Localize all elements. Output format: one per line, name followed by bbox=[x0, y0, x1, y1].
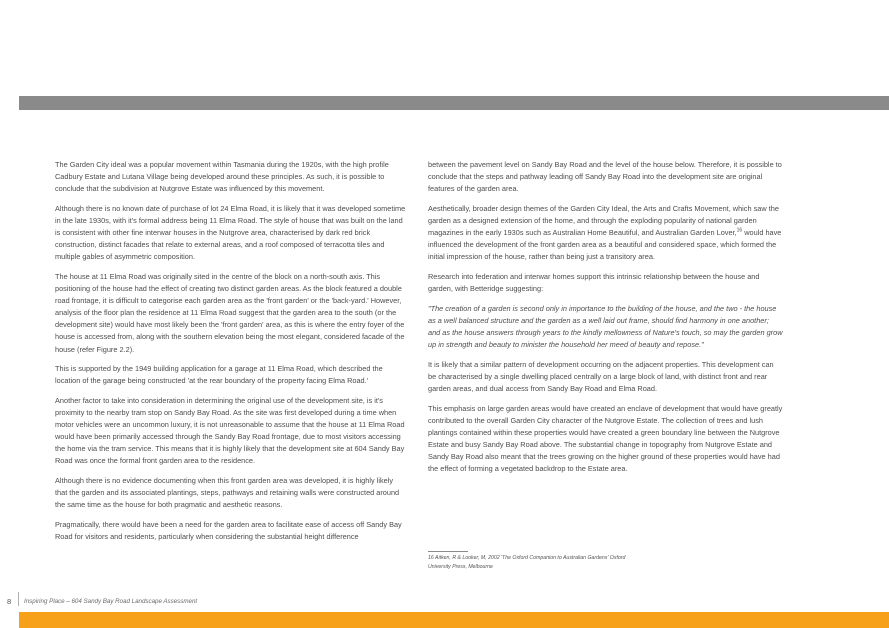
body-paragraph: This emphasis on large garden areas would have created an enclave of development that would have greatly contributed to the overall Garden City character of the Nutgrove Estate. The collection of trees and lush plantings contained within these properties would have created a green boundary line between the Nutgrove Estate and busy Sandy Bay Road above. The substantial change in topography from Nutgrove Estate and Sandy Bay Road also meant that the trees growing on the higher ground of these properties would have had the effect of forming a vegetated backdrop to the Estate area. bbox=[428, 403, 783, 474]
body-paragraph: Another factor to take into consideration in determining the original use of the development site, is it's proximity to the nearby tram stop on Sandy Bay Road. As the site was first developed during a time when motor vehicles were an uncommon luxury, it is not unreasonable to assume that the house at 11 Elma Road would have been primarily accessed through the Sandy Bay Road frontage, due to most visitors accessing the home via the tram service. This means that it is highly likely that the development site at 604 Sandy Bay Road was once the formal front garden area to the residence. bbox=[55, 395, 405, 466]
body-paragraph: Research into federation and interwar homes support this intrinsic relationship between the house and garden, with Betteridge suggesting: bbox=[428, 271, 760, 294]
body-paragraph: It is likely that a similar pattern of development occurring on the adjacent properties. This development can be characterised by a single dwelling placed centrally on a large block of land, with distinct front and rear garden areas, and dual access from Sandy Bay Road and Elma Road. bbox=[428, 359, 774, 393]
paragraph-text: Aesthetically, broader design themes of the Garden City Ideal, the Arts and Crafts Movement, which saw the garden as a designed extension of the home, and through the exploding popularity of national garden magazines in the early 1930s such as Australian Home Beautiful, and Australian Garden Lover, bbox=[428, 203, 779, 238]
right-text-column bbox=[428, 159, 783, 483]
footnote-line: University Press, Melbourne bbox=[428, 563, 493, 570]
footer-title: Inspiring Place – 604 Sandy Bay Road Landscape Assessment bbox=[24, 598, 198, 605]
page-number: 8 bbox=[7, 597, 12, 606]
paragraph-text: would have influenced the development of the front garden area as a beautiful and considered space, which formed the initial impression of the house, rather than being just a transitory area. bbox=[428, 228, 782, 262]
body-paragraph: Although there is no evidence documenting when this front garden area was developed, it is highly likely that the garden and its associated plantings, steps, pathways and retaining walls were constructed around the same time as the house for both pragmatic and aesthetic reasons. bbox=[55, 476, 400, 510]
body-paragraph: between the pavement level on Sandy Bay Road and the level of the house below. Therefore, it is possible to conclude that the steps and pathway leading off Sandy Bay Road into the development site are original features of the garden area. bbox=[428, 160, 782, 194]
footnote-reference: 16 bbox=[736, 227, 743, 234]
footer-band bbox=[19, 612, 889, 628]
body-paragraph: This is supported by the 1949 building application for a garage at 11 Elma Road, which described the location of the garage being constructed 'at the rear boundary of the property facing Elma Road.' bbox=[55, 364, 383, 386]
left-text-column bbox=[55, 159, 407, 551]
block-quote: "The creation of a garden is second only in importance to the building of the house, and the two - the house as a well balanced structure and the garden as a well laid out frame, should find harmony in one another; and as the house answers through years to the kindly mellowness of Nature's touch, so may the garden grow up in strength and beauty to minister the household her meed of beauty and repose." bbox=[428, 303, 783, 349]
header-band bbox=[19, 96, 889, 110]
body-paragraph bbox=[428, 203, 783, 263]
footnote-line: 16 Aitken, R & Looker, M, 2002 'The Oxford Companion to Australian Gardens' Oxford bbox=[428, 555, 626, 561]
body-paragraph: The Garden City ideal was a popular movement within Tasmania during the 1920s, with the high profile Cadbury Estate and Lutana Village being developed around these principles. As such, it is possible to conclude that the subdivision at Nutgrove Estate was influenced by this movement. bbox=[55, 160, 389, 194]
body-paragraph: The house at 11 Elma Road was originally sited in the centre of the block on a north-south axis. This positioning of the house had the effect of creating two distinct garden areas. As the block featured a double road frontage, it is difficult to categorise each garden area as the 'front garden' or the 'back-yard.' However, analysis of the floor plan the residence at 11 Elma Road suggest that the garden area to the south (or the development site) would have most likely been the 'front garden' area, as this is where the entry foyer of the house is accessed from, along with the southern elevation being the most elegant, considered facade of the house (refer Figure 2.2). bbox=[55, 271, 405, 354]
footer-divider bbox=[18, 592, 19, 606]
footnote-divider bbox=[428, 551, 468, 552]
body-paragraph: Pragmatically, there would have been a need for the garden area to facilitate ease of access off Sandy Bay Road for visitors and residents, particularly when considering the substantial height difference bbox=[55, 520, 402, 542]
footnote bbox=[428, 554, 688, 571]
body-paragraph: Although there is no known date of purchase of lot 24 Elma Road, it is likely that it was developed sometime in the late 1930s, with it's formal address being 11 Elma Road. The style of house that was built on the land is consistent with other fine interwar houses in the Nutgrove area, characterised by dark red brick construction, distinct facades that relate to external areas, and a roof composed of terracotta tiles and multiple gables of asymmetric composition. bbox=[55, 203, 406, 262]
